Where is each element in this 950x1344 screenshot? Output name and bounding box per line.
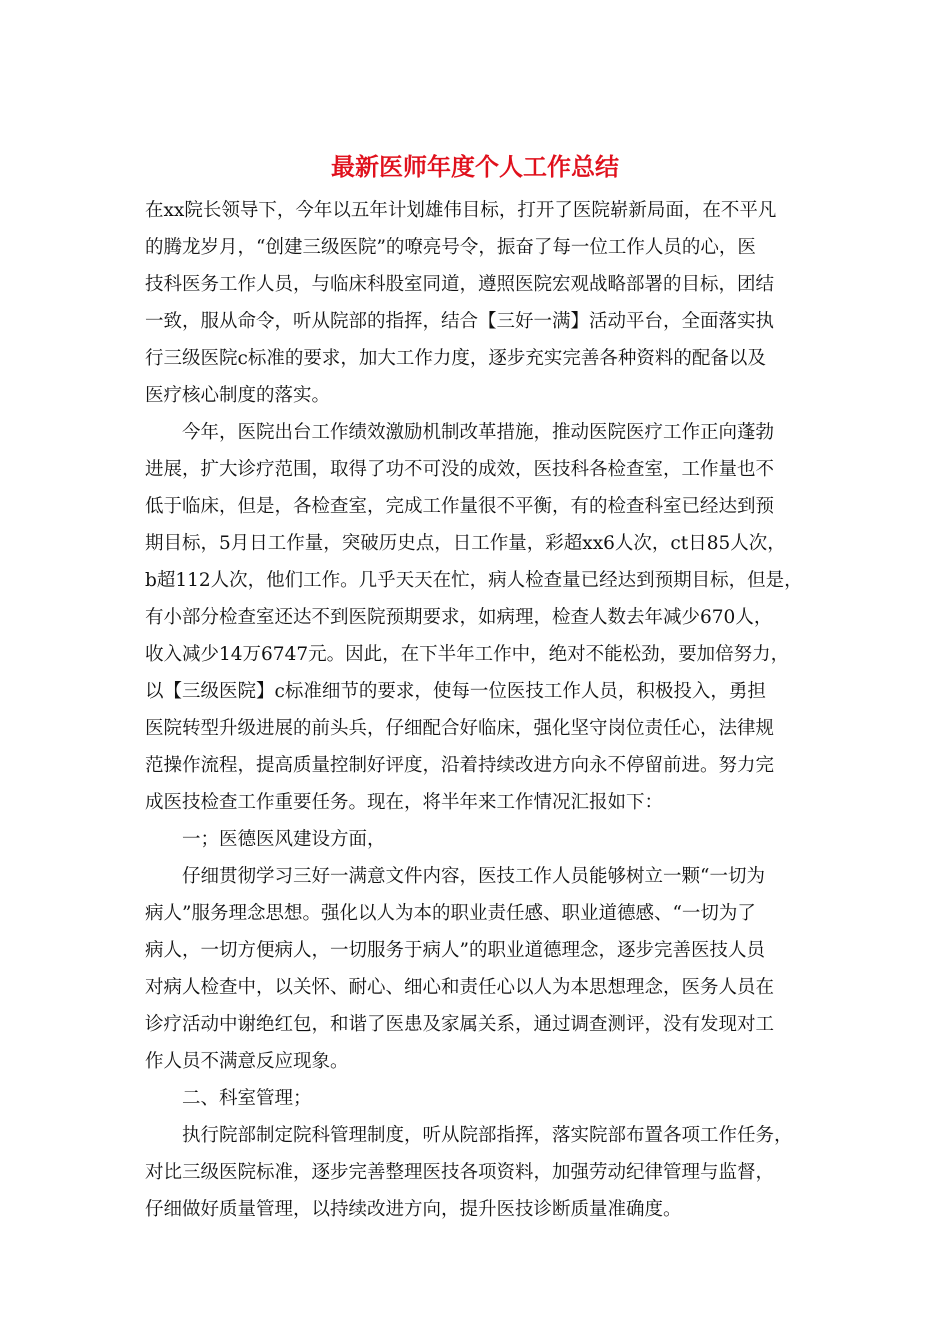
text-line: 收入减少14万6747元。因此，在下半年工作中，绝对不能松劲，要加倍努力， bbox=[145, 644, 790, 665]
text-line: 期目标，5月日工作量，突破历史点，日工作量，彩超xx6人次，ct日85人次， bbox=[145, 533, 786, 554]
text-line: 技科医务工作人员，与临床科股室同道，遵照医院宏观战略部署的目标，团结 bbox=[145, 274, 775, 295]
text-line: 诊疗活动中谢绝红包，和谐了医患及家属关系，通过调查测评，没有发现对工 bbox=[145, 1014, 775, 1035]
text-line: 对病人检查中，以关怀、耐心、细心和责任心以人为本思想理念，医务人员在 bbox=[145, 977, 775, 998]
text-line: 以【三级医院】c标准细节的要求，使每一位医技工作人员，积极投入，勇担 bbox=[145, 681, 766, 702]
text-line: 仔细贯彻学习三好一满意文件内容，医技工作人员能够树立一颗“一切为 bbox=[182, 866, 765, 887]
text-line: 的腾龙岁月，“创建三级医院”的嘹亮号令，振奋了每一位工作人员的心，医 bbox=[145, 237, 756, 258]
text-line: b超112人次，他们工作。几乎天天在忙，病人检查量已经达到预期目标，但是， bbox=[145, 570, 803, 591]
text-line: 对比三级医院标准，逐步完善整理医技各项资料，加强劳动纪律管理与监督， bbox=[145, 1162, 775, 1183]
text-line: 病人”服务理念思想。强化以人为本的职业责任感、职业道德感、“一切为了 bbox=[145, 903, 756, 924]
text-line: 仔细做好质量管理，以持续改进方向，提升医技诊断质量准确度。 bbox=[145, 1199, 682, 1220]
text-line: 医疗核心制度的落实。 bbox=[145, 385, 331, 406]
text-line: 病人，一切方便病人，一切服务于病人”的职业道德理念，逐步完善医技人员 bbox=[145, 940, 765, 961]
text-line: 进展，扩大诊疗范围，取得了功不可没的成效，医技科各检查室，工作量也不 bbox=[145, 459, 775, 480]
text-line: 有小部分检查室还达不到医院预期要求，如病理，检查人数去年减少670人， bbox=[145, 607, 773, 628]
text-line: 一致，服从命令，听从院部的指挥，结合【三好一满】活动平台，全面落实执 bbox=[145, 311, 775, 332]
text-line: 在xx院长领导下，今年以五年计划雄伟目标，打开了医院崭新局面，在不平凡 bbox=[145, 200, 777, 221]
text-line: 范操作流程，提高质量控制好评度，沿着持续改进方向永不停留前进。努力完 bbox=[145, 755, 775, 776]
text-line: 执行院部制定院科管理制度，听从院部指挥，落实院部布置各项工作任务， bbox=[182, 1125, 793, 1146]
text-line: 行三级医院c标准的要求，加大工作力度，逐步充实完善各种资料的配备以及 bbox=[145, 348, 766, 369]
text-line: 低于临床，但是，各检查室，完成工作量很不平衡，有的检查科室已经达到预 bbox=[145, 496, 775, 517]
section-heading: 二、科室管理； bbox=[182, 1088, 312, 1109]
text-line: 今年，医院出台工作绩效激励机制改革措施，推动医院医疗工作正向蓬勃 bbox=[182, 422, 775, 443]
section-heading: 一；医德医风建设方面， bbox=[182, 829, 386, 850]
text-line: 成医技检查工作重要任务。现在，将半年来工作情况汇报如下： bbox=[145, 792, 664, 813]
text-line: 作人员不满意反应现象。 bbox=[145, 1051, 349, 1072]
text-line: 医院转型升级进展的前头兵，仔细配合好临床，强化坚守岗位责任心，法律规 bbox=[145, 718, 775, 739]
document-title: 最新医师年度个人工作总结 bbox=[331, 152, 619, 181]
